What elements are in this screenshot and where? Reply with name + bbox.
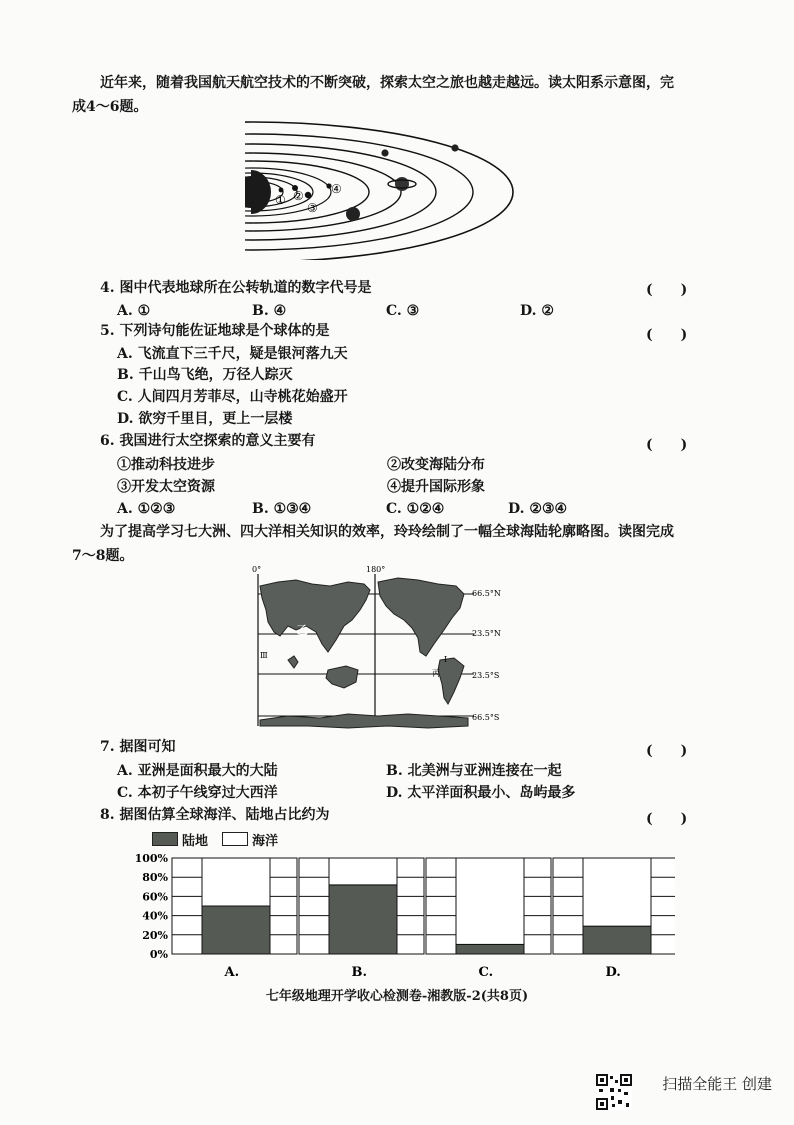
q6-item-2: ②改变海陆分布	[387, 457, 485, 473]
q6-option-b: B. ①③④	[252, 501, 312, 517]
q4-stem: 4. 图中代表地球所在公转轨道的数字代号是	[100, 280, 372, 296]
q8-stem: 8. 据图估算全球海洋、陆地占比约为	[100, 807, 330, 823]
bar-land	[329, 885, 397, 954]
map-lat-label-23s: 23.5°S	[472, 671, 500, 680]
planet-earth	[305, 192, 311, 198]
intro-line-1: 近年来，随着我国航天航空技术的不断突破，探索太空之旅也越走越远。读太阳系示意图，完	[100, 75, 674, 91]
q4-option-a: A. ①	[117, 303, 151, 319]
chart-legend-land	[152, 830, 208, 849]
intro2-line-2: 7～8题。	[72, 548, 134, 564]
map-region-label-bing: 丙	[432, 669, 440, 678]
q7-option-b: B. 北美洲与亚洲连接在一起	[386, 763, 562, 779]
map-region-label-iii: Ⅲ	[260, 651, 268, 660]
q4-option-b: B. ④	[252, 303, 287, 319]
bar-ocean	[583, 858, 651, 926]
y-tick-label: 20%	[142, 928, 168, 942]
legend-swatch-land	[152, 832, 178, 846]
qr-code-icon	[596, 1074, 632, 1110]
q7-answer-paren: ( )	[646, 743, 688, 759]
scanner-watermark: 扫描全能王 创建	[662, 1075, 772, 1093]
land-island	[288, 656, 298, 668]
bar-land	[583, 926, 651, 954]
q7-option-d: D. 太平洋面积最小、岛屿最多	[386, 785, 576, 801]
y-tick-label: 80%	[142, 871, 168, 885]
category-label: C.	[478, 965, 494, 980]
planet-mercury	[279, 188, 284, 193]
page-footer: 七年级地理开学收心检测卷-湘教版-2(共8页)	[265, 989, 529, 1004]
bar-ocean	[202, 858, 270, 906]
category-label: D.	[605, 965, 621, 980]
legend-label-land: 陆地	[182, 834, 209, 849]
solar-system-diagram	[245, 120, 520, 260]
q5-option-d: D. 欲穷千里目，更上一层楼	[117, 411, 293, 427]
q6-stem: 6. 我国进行太空探索的意义主要有	[100, 433, 316, 449]
land-eurasia	[260, 580, 370, 652]
q6-option-d: D. ②③④	[508, 501, 568, 517]
q5-option-c: C. 人间四月芳菲尽，山寺桃花始盛开	[117, 389, 348, 405]
legend-label-ocean: 海洋	[252, 834, 279, 849]
q4-option-c: C. ③	[386, 303, 420, 319]
q7-option-c: C. 本初子午线穿过大西洋	[117, 785, 278, 801]
land-antarctica	[260, 714, 468, 728]
map-lat-label-66s: 66.5°S	[472, 713, 500, 722]
q6-option-c: C. ①②④	[386, 501, 445, 517]
q5-stem: 5. 下列诗句能佐证地球是个球体的是	[100, 323, 330, 339]
map-lon-label-180: 180°	[366, 566, 386, 574]
orbit-label-1: ①	[275, 193, 286, 207]
bar-land	[202, 906, 270, 954]
y-tick-label: 40%	[142, 909, 168, 923]
map-region-label-yi: 乙	[296, 623, 309, 637]
q5-option-b: B. 千山鸟飞绝，万径人踪灭	[117, 367, 293, 383]
q6-item-3: ③开发太空资源	[117, 479, 215, 495]
land-australia	[326, 666, 358, 688]
planet-uranus	[381, 149, 388, 156]
bar-ocean	[456, 858, 524, 944]
category-label: B.	[351, 965, 368, 980]
intro-line-2: 成4～6题。	[72, 99, 148, 115]
q4-option-d: D. ②	[520, 303, 554, 319]
planet-saturn	[395, 177, 409, 191]
planet-neptune	[451, 144, 458, 151]
intro2-line-1: 为了提高学习七大洲、四大洋相关知识的效率，玲玲绘制了一幅全球海陆轮廓略图。读图完成	[100, 524, 674, 540]
q5-option-a: A. 飞流直下三千尺，疑是银河落九天	[117, 346, 348, 362]
map-lon-label-0: 0°	[252, 566, 262, 574]
y-tick-label: 100%	[134, 852, 168, 865]
q7-option-a: A. 亚洲是面积最大的大陆	[117, 763, 278, 779]
category-label: A.	[224, 965, 240, 980]
world-outline-map	[248, 566, 510, 732]
q7-stem: 7. 据图可知	[100, 739, 176, 755]
q8-answer-paren: ( )	[646, 811, 688, 827]
map-lat-label-23n: 23.5°N	[472, 629, 501, 638]
q5-answer-paren: ( )	[646, 327, 688, 343]
bar-land	[456, 944, 524, 954]
q8-option-charts	[130, 850, 675, 980]
q4-answer-paren: ( )	[646, 282, 688, 298]
orbit-label-2: ②	[293, 189, 304, 203]
land-north-america	[378, 578, 464, 656]
map-lat-label-66n: 66.5°N	[472, 589, 501, 598]
y-tick-label: 60%	[142, 890, 168, 904]
orbit-label-3: ③	[307, 201, 318, 215]
planet-jupiter	[346, 207, 360, 221]
orbit-label-4: ④	[331, 182, 342, 196]
bar-ocean	[329, 858, 397, 885]
q6-option-a: A. ①②③	[117, 501, 176, 517]
legend-swatch-ocean	[222, 832, 248, 846]
chart-legend-ocean	[222, 830, 278, 849]
land-south-america	[438, 658, 464, 704]
y-tick-label: 0%	[149, 948, 168, 961]
q6-item-1: ①推动科技进步	[117, 457, 215, 473]
q6-answer-paren: ( )	[646, 437, 688, 453]
map-region-label-i: Ⅰ	[444, 655, 448, 664]
q6-item-4: ④提升国际形象	[387, 479, 485, 495]
